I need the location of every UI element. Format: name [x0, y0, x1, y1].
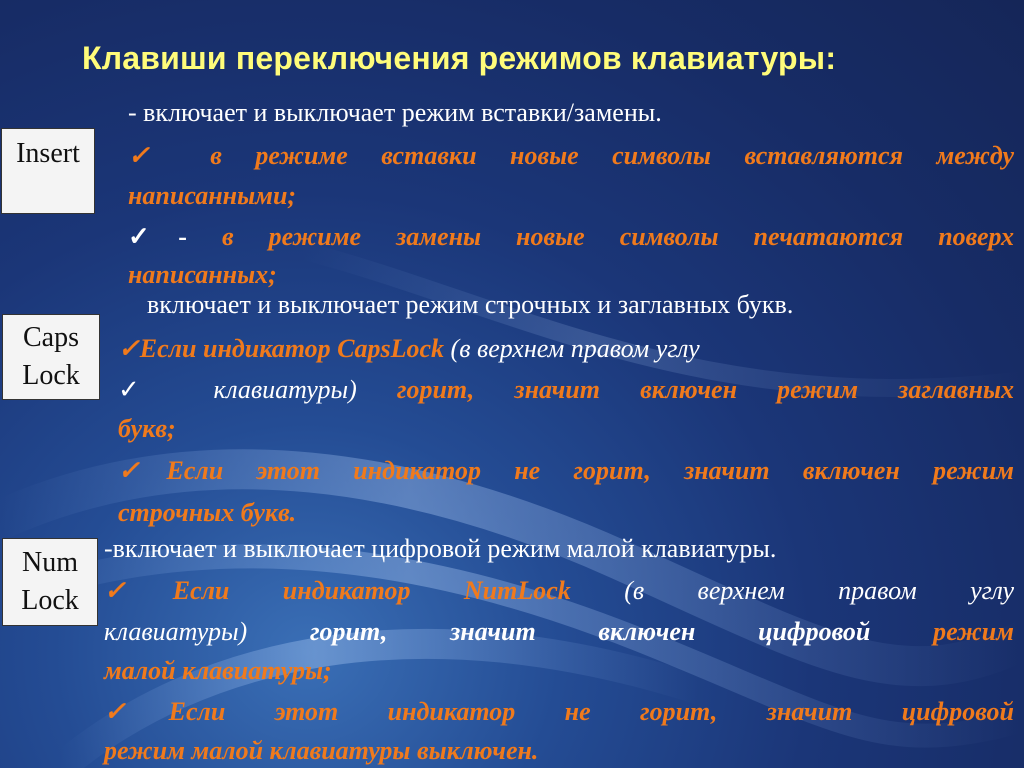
check-icon: ✓ — [118, 375, 174, 404]
caps-item1-c: клавиатуры) — [213, 375, 357, 404]
caps-item1-line2 — [118, 375, 1014, 405]
check-icon: ✓ — [128, 222, 179, 251]
num-item1-a: Если индикатор NumLock — [172, 576, 571, 605]
num-key-label-line2: Lock — [21, 585, 79, 616]
caps-intro: включает и выключает режим строчных и заглавных букв. — [147, 290, 794, 319]
num-item1-e: режим — [933, 617, 1014, 646]
num-item1-c: клавиатуры) — [104, 617, 248, 646]
check-icon: ✓ — [104, 576, 173, 605]
check-icon: ✓ — [118, 334, 140, 363]
caps-lock-key-box — [2, 314, 100, 400]
caps-key-label-line2: Lock — [22, 360, 80, 391]
num-lock-key-box — [2, 538, 98, 626]
caps-item2-line1 — [118, 456, 1014, 486]
check-icon: ✓ — [118, 456, 167, 485]
insert-item2-line2: написанных; — [128, 260, 277, 289]
num-item2-line2: режим малой клавиатуры выключен. — [104, 736, 539, 765]
caps-item1-b: (в верхнем правом углу — [450, 334, 700, 363]
caps-item1-line3: букв; — [118, 414, 176, 443]
caps-item2-text: Если этот индикатор не горит, значит включен режим — [166, 456, 1014, 485]
check-icon: ✓ — [104, 697, 169, 726]
insert-item2-text: в режиме замены новые символы печатаются поверх — [221, 222, 1014, 251]
caps-item1-line1 — [118, 334, 700, 364]
insert-key-box — [1, 128, 95, 214]
num-item1-d: горит, значит включен цифровой — [309, 617, 871, 646]
insert-item1-line1 — [128, 141, 1014, 171]
insert-item2-line1 — [128, 222, 1014, 252]
num-intro: -включает и выключает цифровой режим малой клавиатуры. — [104, 534, 777, 563]
insert-item1-text: в режиме вставки новые символы вставляются между — [210, 141, 1014, 170]
caps-key-label-line1: Caps — [23, 322, 79, 353]
caps-item2-line2: строчных букв. — [118, 498, 297, 527]
num-item2-line1 — [104, 697, 1014, 727]
dash-mark: - — [178, 222, 187, 251]
num-item1-line1 — [104, 576, 1014, 606]
caps-item1-d: горит, значит включен режим заглавных — [396, 375, 1015, 404]
num-item2-text: Если этот индикатор не горит, значит цифровой — [168, 697, 1014, 726]
check-icon: ✓ — [128, 141, 177, 170]
num-item1-line2 — [104, 617, 1014, 647]
insert-key-label: Insert — [16, 138, 80, 169]
caps-item1-a: Если индикатор CapsLock — [139, 334, 445, 363]
num-key-label-line1: Num — [22, 547, 78, 578]
slide-title: Клавиши переключения режимов клавиатуры: — [82, 40, 837, 76]
insert-item1-line2: написанными; — [128, 181, 297, 210]
insert-intro: - включает и выключает режим вставки/замены. — [128, 98, 662, 127]
num-item1-line3: малой клавиатуры; — [104, 656, 332, 685]
num-item1-b: (в верхнем правом углу — [624, 576, 1015, 605]
